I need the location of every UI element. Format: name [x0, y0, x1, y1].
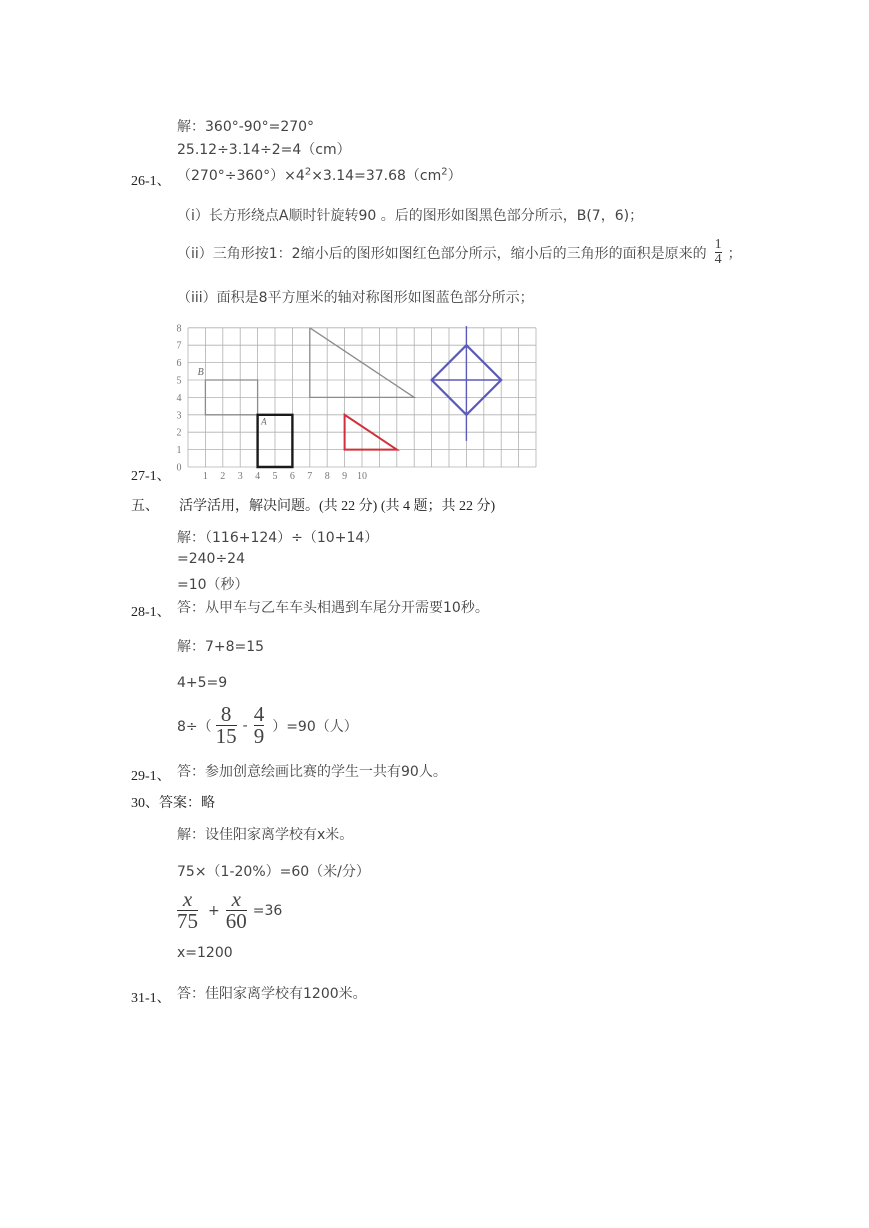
x-tick-label: 4 — [255, 471, 261, 482]
fraction-numerator: x — [231, 887, 241, 911]
x-tick-label: 10 — [357, 471, 367, 482]
x-tick-label: 8 — [324, 471, 330, 482]
y-tick-label: 0 — [176, 462, 182, 474]
x-tick-label: 2 — [220, 471, 226, 482]
fraction-numerator: x — [182, 887, 193, 911]
y-tick-label: 2 — [176, 427, 182, 439]
q26-step-3-exponent: 2 — [304, 166, 312, 178]
fraction-denominator: 9 — [253, 724, 265, 748]
q26-step-3-unit-exponent: 2 — [441, 166, 448, 178]
fraction-numerator: 8 — [220, 702, 232, 726]
q29-minus-sign: - — [242, 717, 248, 734]
q31-step-4: x=1200 — [177, 945, 233, 961]
q31-step-1: 解：设佳阳家离学校有x米。 — [177, 827, 354, 843]
x-axis-ticks — [203, 471, 367, 482]
x-tick-label: 5 — [272, 471, 278, 482]
fraction-numerator: 4 — [253, 702, 265, 726]
q31-step-2: 75×（1-20%）=60（米/分） — [177, 864, 370, 880]
x-tick-label: 7 — [307, 471, 313, 482]
q27-part-ii-end: ； — [727, 245, 742, 262]
y-tick-label: 1 — [176, 445, 182, 457]
x-tick-label: 6 — [289, 471, 295, 482]
q26-step-2: 25.12÷3.14÷2=4（cm） — [177, 142, 351, 158]
x-tick-label: 1 — [202, 471, 208, 482]
y-axis-ticks — [177, 323, 182, 473]
q28-label: 28-1、 — [131, 605, 171, 620]
y-tick-label: 5 — [176, 375, 182, 387]
q26-step-3-part-c: ） — [447, 168, 462, 184]
q28-answer: 答：从甲车与乙车车头相遇到车尾分开需要10秒。 — [177, 600, 489, 616]
q29-step-3-end: ）=90（人） — [272, 718, 358, 735]
y-tick-label: 7 — [176, 340, 182, 352]
y-tick-label: 3 — [176, 410, 182, 422]
q31-plus-sign: + — [208, 902, 220, 919]
q27-part-i: （i）长方形绕点A顺时针旋转90 。后的图形如图黑色部分所示，B(7，6)； — [177, 208, 644, 224]
point-b-label: B — [197, 366, 204, 378]
x-tick-label: 3 — [237, 471, 243, 482]
section-5-title: 活学活用，解决问题。(共 22 分) (共 4 题；共 22 分) — [179, 499, 496, 514]
q31-step-3 — [177, 889, 282, 932]
q29-fraction-1 — [216, 704, 237, 747]
q30-answer: 30、答案：略 — [131, 796, 215, 811]
q26-label: 26-1、 — [131, 174, 171, 189]
y-tick-label: 4 — [176, 392, 182, 404]
q26-step-3-part-b: ×3.14=37.68（cm — [311, 168, 442, 184]
q29-answer: 答：参加创意绘画比赛的学生一共有90人。 — [177, 764, 447, 780]
q31-fraction-1 — [177, 889, 198, 932]
q27-label: 27-1、 — [131, 469, 171, 484]
q29-fraction-2 — [254, 704, 265, 747]
q31-label: 31-1、 — [131, 991, 171, 1006]
q29-label: 29-1、 — [131, 769, 171, 784]
point-a-label: A — [261, 416, 267, 427]
q29-step-3-start: 8÷（ — [177, 718, 212, 735]
fraction-denominator: 75 — [177, 909, 198, 933]
fraction-numerator: 1 — [714, 237, 722, 252]
fraction-denominator: 15 — [215, 724, 237, 748]
q27-part-ii-text: （ii）三角形按1：2缩小后的图形如图红色部分所示，缩小后的三角形的面积是原来的 — [177, 245, 707, 262]
q31-fraction-2 — [226, 889, 247, 932]
fraction-denominator: 4 — [714, 252, 722, 267]
q29-step-3 — [177, 704, 358, 747]
q28-step-1: 解：（116+124）÷（10+14） — [177, 530, 379, 546]
q31-answer: 答：佳阳家离学校有1200米。 — [177, 986, 367, 1002]
y-tick-label: 8 — [176, 323, 182, 335]
section-5-number: 五、 — [131, 499, 159, 514]
q29-step-1: 解：7+8=15 — [177, 639, 265, 655]
q28-step-2: =240÷24 — [177, 551, 245, 567]
q26-step-3 — [177, 165, 462, 185]
y-tick-label: 6 — [176, 358, 182, 370]
fraction-denominator: 60 — [225, 909, 247, 933]
q26-step-1: 解：360°-90°=270° — [177, 119, 315, 135]
q29-step-2: 4+5=9 — [177, 675, 228, 691]
q27-part-ii — [177, 238, 742, 267]
q27-part-iii: （iii）面积是8平方厘米的轴对称图形如图蓝色部分所示； — [177, 290, 534, 306]
q27-grid-figure — [170, 318, 542, 484]
x-tick-label: 9 — [342, 471, 348, 482]
q26-step-3-part-a: （270°÷360°）×4 — [177, 168, 305, 184]
q28-step-3: =10（秒） — [177, 577, 249, 593]
q31-step-3-result: =36 — [252, 902, 283, 919]
q27-area-fraction — [715, 238, 722, 267]
